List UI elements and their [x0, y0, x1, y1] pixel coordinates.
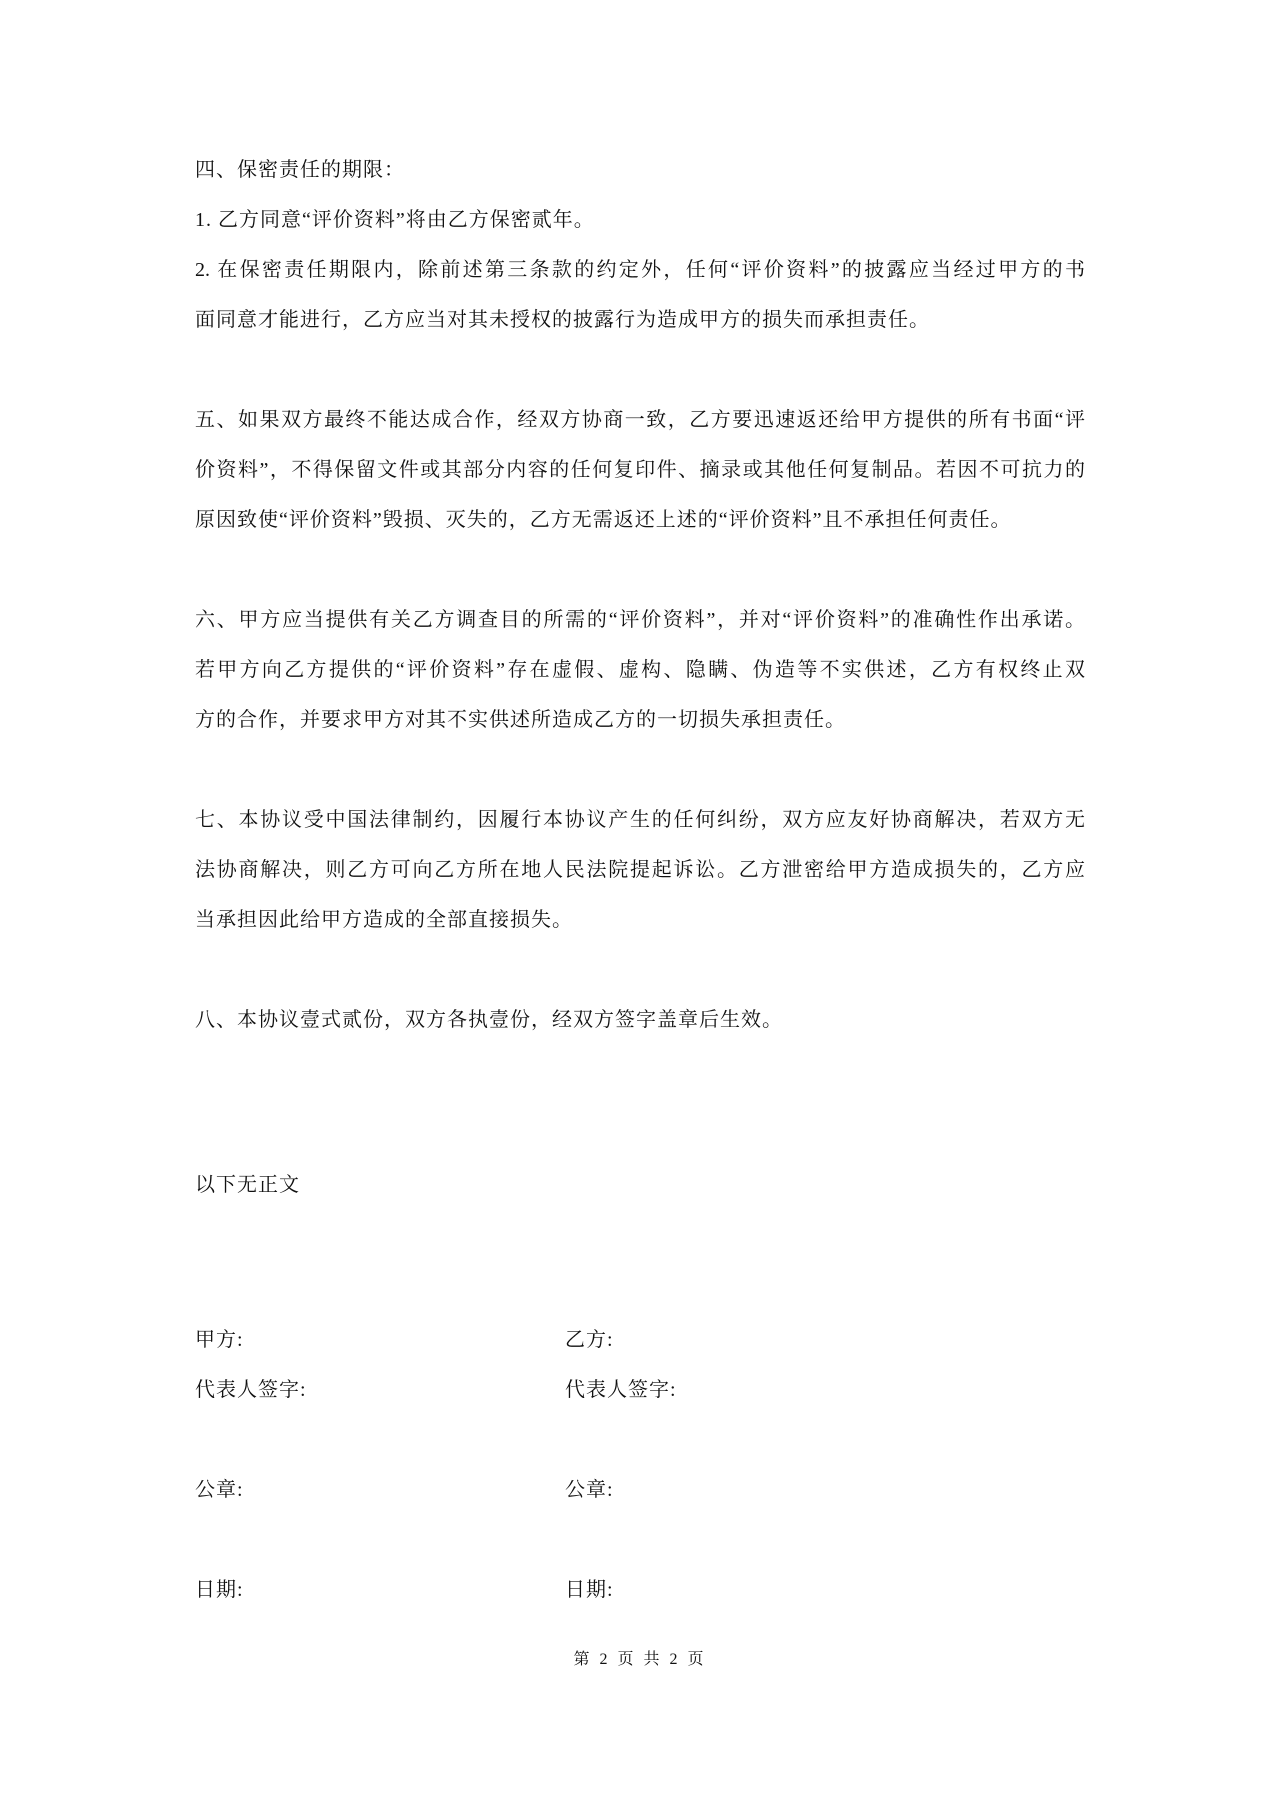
section5-line1: 五、如果双方最终不能达成合作，经双方协商一致，乙方要迅速返还给甲方提供的所有书面“评 [195, 409, 1085, 431]
signature-row-seal [195, 1465, 1085, 1515]
section7-paragraph [195, 795, 1085, 945]
party-a-seal-label: 公章: [195, 1479, 244, 1501]
party-b-seal-label: 公章: [565, 1479, 614, 1501]
signature-row-date [195, 1565, 1085, 1615]
section4-heading: 四、保密责任的期限： [195, 159, 405, 181]
section6-paragraph [195, 595, 1085, 745]
contract-body [195, 0, 1085, 1615]
closing-note: 以下无正文 [195, 1174, 300, 1196]
signature-row-party [195, 1315, 1085, 1365]
section8-line1: 八、本协议壹式贰份，双方各执壹份，经双方签字盖章后生效。 [195, 1009, 783, 1031]
page-number: 第 2 页 共 2 页 [573, 1651, 707, 1668]
section5-line2: 价资料”，不得保留文件或其部分内容的任何复印件、摘录或其他任何复制品。若因不可抗力的 [195, 459, 1085, 481]
party-a-representative-label: 代表人签字: [195, 1379, 307, 1401]
section5-paragraph [195, 395, 1085, 545]
section6-line3: 方的合作，并要求甲方对其不实供述所造成乙方的一切损失承担责任。 [195, 709, 846, 731]
section6-line1: 六、甲方应当提供有关乙方调查目的所需的“评价资料”，并对“评价资料”的准确性作出承诺。 [195, 609, 1085, 631]
party-b-date-label: 日期: [565, 1579, 614, 1601]
section8-paragraph [195, 995, 1085, 1045]
section6-line2: 若甲方向乙方提供的“评价资料”存在虚假、虚构、隐瞒、伪造等不实供述，乙方有权终止双 [195, 659, 1085, 681]
section4-item2-line1: 2. 在保密责任期限内，除前述第三条款的约定外，任何“评价资料”的披露应当经过甲方的书 [195, 259, 1085, 281]
section5-line3: 原因致使“评价资料”毁损、灭失的，乙方无需返还上述的“评价资料”且不承担任何责任。 [195, 509, 1012, 531]
signature-row-representative [195, 1365, 1085, 1415]
section7-line1: 七、本协议受中国法律制约，因履行本协议产生的任何纠纷，双方应友好协商解决，若双方无 [195, 809, 1085, 831]
party-a-label: 甲方: [195, 1329, 244, 1351]
party-b-representative-label: 代表人签字: [565, 1379, 677, 1401]
section4-item2-line2: 面同意才能进行，乙方应当对其未授权的披露行为造成甲方的损失而承担责任。 [195, 309, 930, 331]
section7-line3: 当承担因此给甲方造成的全部直接损失。 [195, 909, 573, 931]
section4-item1: 1. 乙方同意“评价资料”将由乙方保密贰年。 [195, 209, 595, 231]
party-b-label: 乙方: [565, 1329, 614, 1351]
party-a-date-label: 日期: [195, 1579, 244, 1601]
section7-line2: 法协商解决，则乙方可向乙方所在地人民法院提起诉讼。乙方泄密给甲方造成损失的，乙方应 [195, 859, 1085, 881]
